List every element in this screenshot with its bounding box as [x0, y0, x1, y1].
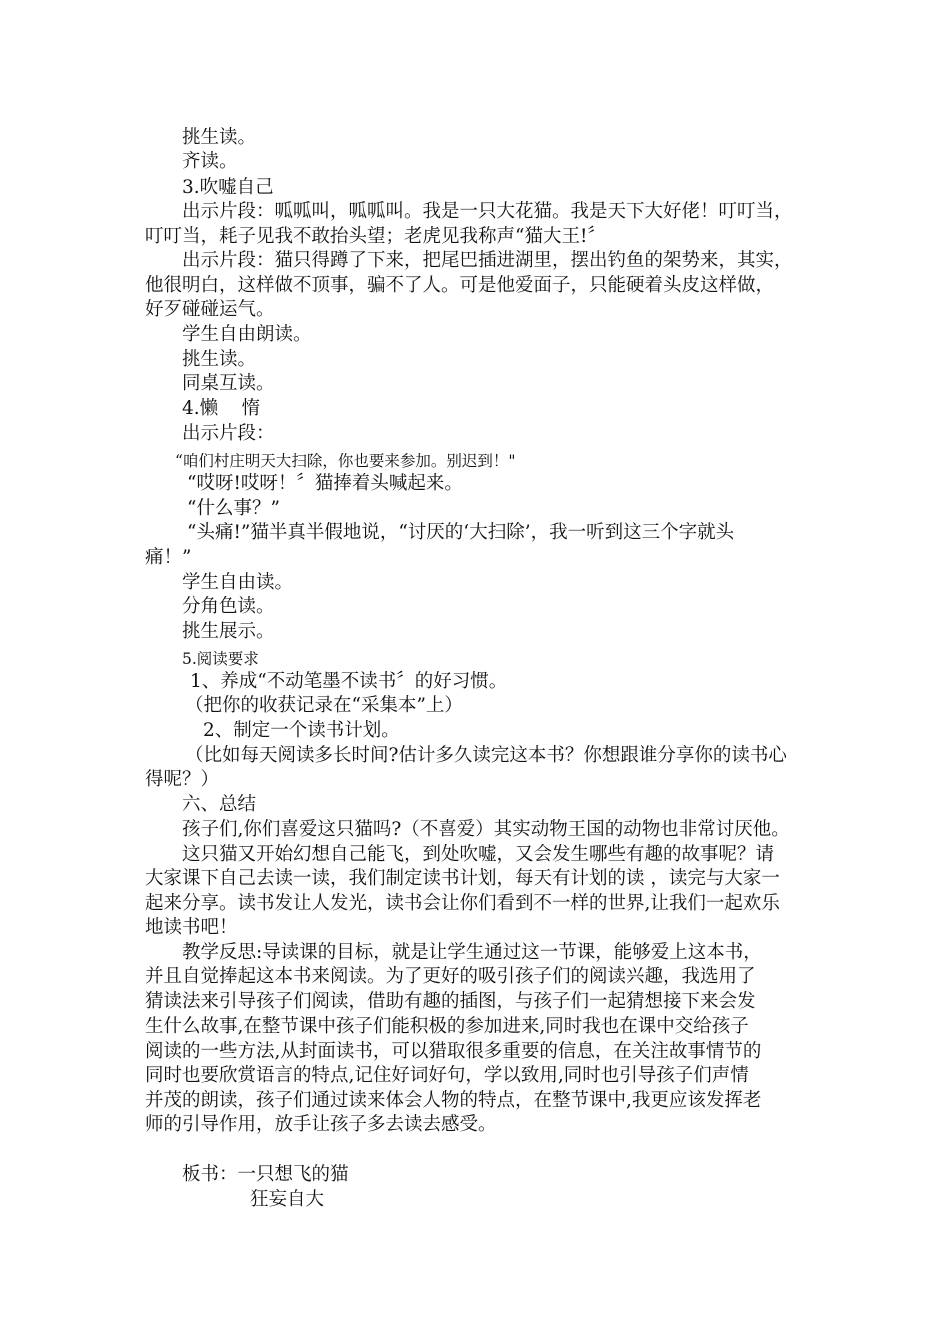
text-line: 阅读的一些方法,从封面读书，可以猎取很多重要的信息，在关注故事情节的: [145, 1041, 762, 1062]
text-line: 并且自觉捧起这本书来阅读。为了更好的吸引孩子们的阅读兴趣，我选用了: [145, 966, 756, 987]
text-line: 猜读法来引导孩子们阅读，借助有趣的插图，与孩子们一起猜想接下来会发: [145, 991, 756, 1012]
text-line: 好歹碰碰运气。: [145, 299, 275, 320]
text-line: 并茂的朗读，孩子们通过读来体会人物的特点，在整节课中,我更应该发挥老: [145, 1090, 762, 1111]
text-line: 同桌互读。: [182, 373, 275, 394]
text-line: 学生自由读。: [182, 572, 294, 593]
text-line: 同时也要欣赏语言的特点,记住好词好句，学以致用,同时也引导孩子们声情: [145, 1065, 749, 1086]
text-line: 痛！”: [145, 547, 192, 568]
text-line: “什么事？”: [187, 498, 280, 519]
text-line: 出示片段：: [182, 423, 275, 444]
text-line: 师的引导作用，放手让孩子多去读去感受。: [145, 1114, 497, 1135]
text-line: 4.懒 惰: [182, 398, 261, 419]
text-line: （比如每天阅读多长时间?估计多久读完这本书？你想跟谁分享你的读书心: [185, 745, 787, 766]
text-line: 挑生展示。: [182, 621, 275, 642]
text-line: 挑生读。: [182, 127, 257, 148]
text-line: 1、养成“不动笔墨不读书〞的好习惯。: [190, 671, 508, 692]
text-line: 出示片段：猫只得蹲了下来，把尾巴插进湖里，摆出钓鱼的架势来，其实，: [182, 250, 793, 271]
text-line: 这只猫又开始幻想自己能飞，到处吹嘘，又会发生哪些有趣的故事呢？请: [182, 844, 775, 865]
text-line: 学生自由朗读。: [182, 324, 312, 345]
text-line: “头痛!”猫半真半假地说，“讨厌的‘大扫除’，我一听到这三个字就头: [187, 522, 735, 543]
text-line: 叮叮当，耗子见我不敢抬头望；老虎见我称声“猫大王!〞: [145, 226, 606, 247]
text-line: 2、制定一个读书计划。: [203, 720, 400, 741]
text-line: 生什么故事,在整节课中孩子们能积极的参加进来,同时我也在课中交给孩子: [145, 1016, 749, 1037]
text-line: 教学反思:导读课的目标，就是让学生通过这一节课，能够爱上这本书，: [182, 942, 762, 963]
text-line: “咱们村庄明天大扫除，你也要来参加。别迟到！": [175, 452, 516, 470]
text-line: 3.吹嘘自己: [182, 177, 274, 198]
text-line: 地读书吧！: [145, 917, 238, 938]
text-line: 狂妄自大: [250, 1189, 325, 1210]
text-line: 挑生读。: [182, 349, 257, 370]
text-line: 分角色读。: [182, 596, 275, 617]
text-line: 5.阅读要求: [182, 650, 259, 668]
text-line: 板书：一只想飞的猫: [182, 1164, 349, 1185]
text-line: 齐读。: [182, 151, 238, 172]
text-line: 得呢？）: [145, 769, 220, 790]
text-line: 他很明白，这样做不顶事，骗不了人。可是他爱面子，只能硬着头皮这样做，: [145, 275, 775, 296]
text-line: “哎呀!哎呀！〞猫捧着头喊起来。: [187, 473, 463, 494]
text-line: 起来分享。读书发让人发光，读书会让你们看到不一样的世界,让我们一起欢乐: [145, 893, 780, 914]
text-line: （把你的收获记录在“采集本”上）: [185, 695, 463, 716]
text-line: 六、总结: [182, 794, 257, 815]
text-line: 孩子们,你们喜爱这只猫吗?（不喜爱）其实动物王国的动物也非常讨厌他。: [182, 819, 790, 840]
text-line: 出示片段：呱呱叫，呱呱叫。我是一只大花猫。我是天下大好佬！叮叮当，: [182, 201, 793, 222]
text-line: 大家课下自己去读一读，我们制定读书计划，每天有计划的读 ，读完与大家一: [145, 868, 780, 889]
